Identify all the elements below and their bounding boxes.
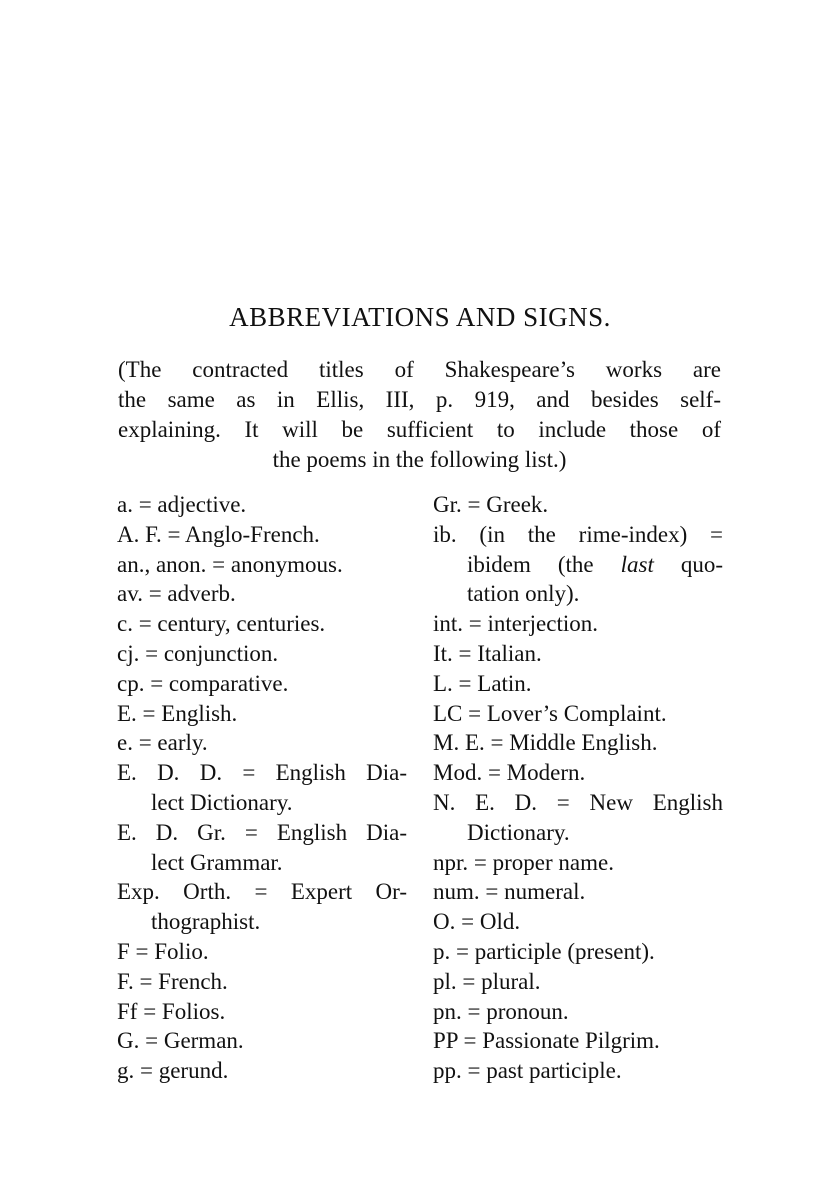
- abbreviation-entry: [433, 490, 723, 520]
- abbreviation-entry: [117, 937, 407, 967]
- intro-line: the same as in Ellis, III, p. 919, and besides self-: [118, 387, 721, 412]
- abbreviation-text: It. = Italian.: [433, 640, 542, 666]
- abbreviation-entry: [433, 669, 723, 699]
- abbreviation-entry: [117, 728, 407, 758]
- abbreviation-text: A. F. = Anglo-French.: [117, 521, 320, 547]
- abbreviation-text: num. = numeral.: [433, 879, 586, 905]
- abbreviation-continuation: Dictionary.: [467, 819, 570, 845]
- abbreviation-text: L. = Latin.: [433, 670, 532, 696]
- abbreviation-text: pn. = pronoun.: [433, 998, 569, 1024]
- abbreviation-text: O. = Old.: [433, 909, 521, 935]
- abbreviation-text: LC = Lover’s Complaint.: [433, 700, 667, 726]
- abbreviation-entry: [117, 639, 407, 669]
- abbreviation-text: pp. = past participle.: [433, 1058, 622, 1084]
- abbreviation-entry: [433, 758, 723, 788]
- abbreviation-entry: [433, 997, 723, 1027]
- abbreviation-entry: [117, 758, 407, 818]
- abbreviation-text: Mod. = Modern.: [433, 760, 586, 786]
- abbreviation-text: pl. = plural.: [433, 968, 541, 994]
- abbreviation-continuation: ibidem (the last quo-: [467, 551, 723, 577]
- abbreviation-text: ib. (in the rime-index) =: [433, 521, 723, 547]
- abbreviation-entry: [433, 1056, 723, 1086]
- intro-paragraph: [118, 355, 721, 475]
- abbreviation-entry: [433, 609, 723, 639]
- abbreviation-text: an., anon. = anonymous.: [117, 551, 343, 577]
- abbreviation-text: c. = century, centuries.: [117, 611, 326, 637]
- abbreviation-entry: [117, 579, 407, 609]
- abbreviation-entry: [433, 848, 723, 878]
- abbreviation-text: int. = interjection.: [433, 611, 598, 637]
- abbreviation-entry: [117, 1056, 407, 1086]
- abbreviation-entry: [117, 877, 407, 937]
- abbreviation-text: F. = French.: [117, 968, 228, 994]
- abbreviation-entry: [117, 967, 407, 997]
- abbreviation-entry: [117, 520, 407, 550]
- abbreviation-entry: [433, 967, 723, 997]
- intro-line: explaining. It will be sufficient to include those of: [118, 417, 721, 442]
- abbreviation-entry: [117, 818, 407, 878]
- abbreviation-text: F = Folio.: [117, 938, 209, 964]
- abbreviation-entry: [117, 699, 407, 729]
- abbreviation-continuation: thographist.: [151, 909, 261, 935]
- abbreviation-text: Gr. = Greek.: [433, 492, 549, 517]
- abbreviation-text: Exp. Orth. = Expert Or-: [117, 879, 407, 905]
- abbreviation-text: e. = early.: [117, 730, 208, 756]
- abbreviation-entry: [433, 788, 723, 848]
- abbreviation-entry: [433, 728, 723, 758]
- abbreviation-text: M. E. = Middle English.: [433, 730, 658, 756]
- abbreviation-entry: [433, 639, 723, 669]
- abbreviation-entry: [433, 937, 723, 967]
- abbreviation-entry: [433, 907, 723, 937]
- abbreviation-text: N. E. D. = New English: [433, 789, 723, 815]
- abbreviation-entry: [433, 877, 723, 907]
- abbreviation-entry: [433, 1026, 723, 1056]
- abbreviation-text: E. D. D. = English Dia-: [117, 760, 407, 786]
- abbreviation-continuation: lect Grammar.: [151, 849, 283, 875]
- abbreviation-entry: [117, 609, 407, 639]
- abbreviation-text: PP = Passionate Pilgrim.: [433, 1028, 660, 1054]
- intro-line: the poems in the following list.): [272, 447, 567, 472]
- abbreviation-entry: [117, 490, 407, 520]
- abbreviation-entry: [117, 997, 407, 1027]
- abbreviation-text: G. = German.: [117, 1028, 244, 1054]
- abbreviation-text: E. D. Gr. = English Dia-: [117, 819, 407, 845]
- abbreviation-entry: [433, 699, 723, 729]
- abbreviation-entry: [117, 550, 407, 580]
- abbreviation-entry: [433, 520, 723, 609]
- abbreviation-text: npr. = proper name.: [433, 849, 614, 875]
- abbreviation-text: cj. = conjunction.: [117, 640, 279, 666]
- intro-line: (The contracted titles of Shakespeare’s works are: [118, 357, 721, 382]
- abbreviation-text: a. = adjective.: [117, 492, 247, 517]
- abbreviation-continuation: tation only).: [467, 581, 580, 607]
- abbreviation-entry: [117, 669, 407, 699]
- abbreviation-text: g. = gerund.: [117, 1058, 229, 1084]
- abbreviation-list-left: [117, 490, 407, 1086]
- abbreviation-text: av. = adverb.: [117, 581, 236, 607]
- abbreviation-entry: [117, 1026, 407, 1056]
- abbreviation-text: cp. = comparative.: [117, 670, 289, 696]
- abbreviation-text: p. = participle (present).: [433, 938, 655, 964]
- abbreviation-text: Ff = Folios.: [117, 998, 226, 1024]
- abbreviation-text: E. = English.: [117, 700, 238, 726]
- abbreviation-list-right: [433, 490, 723, 1086]
- page-title: ABBREVIATIONS AND SIGNS.: [229, 302, 611, 332]
- abbreviation-continuation: lect Dictionary.: [151, 789, 293, 815]
